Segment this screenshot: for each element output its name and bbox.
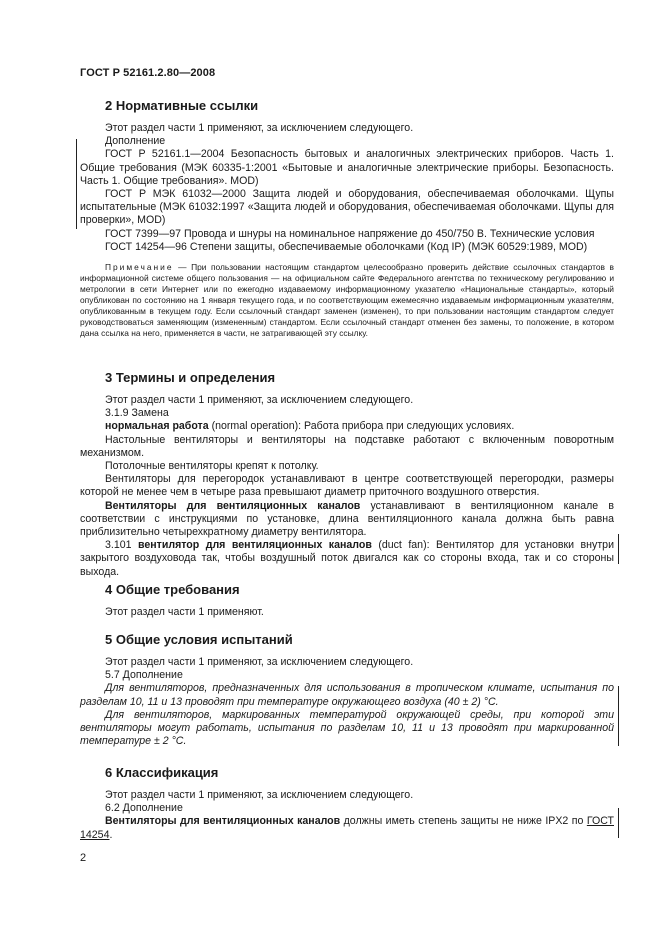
note <box>80 262 614 339</box>
paragraph: 3.1.9 Замена <box>105 407 169 420</box>
paragraph: Настольные вентиляторы и вентиляторы на подставке работают с включенным поворотным механизмом. <box>80 433 614 459</box>
section-general-requirements <box>80 582 614 619</box>
paragraph <box>80 539 614 579</box>
paragraph: 5.7 Дополнение <box>105 669 183 682</box>
note-text: — При пользовании настоящим стандартом целесообразно проверить действие ссылочных стандартов в информационной системе общего пользования — на официальном сайте Федерального агентства по техническому регулированию и метрологии в сети Интернет или по ежегодно издаваемому информационному указателю «Национальные стандарты», который опубликован по состоянию на 1 января текущего года, и по соответствующим ежемесячно издаваемым информационным указателям, опубликованным в текущем году. Если ссылочный стандарт заменен (изменен), то при пользовании настоящим стандартом следует руководствоваться заменяющим (измененным) стандартом. Если ссылочный стандарт отменен без замены, то положение, в котором дана ссылка на него, применяется в части, не затрагивающей эту ссылку. <box>80 262 614 339</box>
paragraph: Этот раздел части 1 применяют, за исключением следующего. <box>105 394 414 406</box>
section-normative-references <box>80 98 614 339</box>
clause-number: 3.101 <box>105 539 138 552</box>
paragraph <box>80 815 614 841</box>
paragraph: Этот раздел части 1 применяют. <box>105 606 264 618</box>
standard-reference-link[interactable]: ГОСТ 14254 <box>80 815 614 841</box>
section-title: 4 Общие требования <box>105 582 240 597</box>
term: вентилятор для вентиляционных каналов <box>137 539 372 552</box>
paragraph-text: должны иметь степень защиты не ниже IPX2 по <box>340 815 587 828</box>
paragraph: Для вентиляторов, маркированных температурой окружающей среды, при которой эти вентиляторы могут работать, испытания по разделам 10, 11 и 13 проводят при маркированной температуре ± 2 °С. <box>80 708 614 748</box>
paragraph: Для вентиляторов, предназначенных для использования в тропическом климате, испытания по разделам 10, 11 и 13 проводят при температуре окружающего воздуха (40 ± 2) °С. <box>80 682 614 708</box>
section-test-conditions <box>80 632 614 748</box>
paragraph <box>80 500 614 540</box>
change-bar-left <box>76 139 77 229</box>
change-bar-right <box>618 686 619 746</box>
reference-entry: ГОСТ 14254—96 Степени защиты, обеспечиваемые оболочками (Код IP) (МЭК 60529:1989, MOD) <box>105 240 588 253</box>
term-text: устанавливают в вентиляционном канале в соответствии с инструкциями по установке, длина вентиляционного канала должна быть равна приблизительно четырехкратному диаметру вентилятора. <box>80 499 614 539</box>
paragraph: Вентиляторы для перегородок устанавливают в центре соответствующей перегородки, размеры которой не менее чем в четыре раза превышают диаметр приточного воздушного отверстия. <box>80 473 614 499</box>
paragraph: Этот раздел части 1 применяют, за исключением следующего. <box>105 122 414 134</box>
note-label: Примечание <box>105 262 174 273</box>
section-terms-definitions <box>80 370 614 579</box>
term: Вентиляторы для вентиляционных каналов <box>105 815 341 828</box>
section-classification <box>80 765 614 842</box>
paragraph: Потолочные вентиляторы крепят к потолку. <box>105 460 319 473</box>
section-title: 3 Термины и определения <box>105 370 276 385</box>
page-number: 2 <box>80 852 87 864</box>
paragraph: Этот раздел части 1 применяют, за исключением следующего. <box>105 656 414 668</box>
reference-entry: ГОСТ Р МЭК 61032—2000 Защита людей и оборудования, обеспечиваемая оболочками. Щупы испытательные (МЭК 61032:1997 «Защита людей и оборудования, обеспечиваемая оболочками. Щупы для проверки», MOD) <box>80 188 614 227</box>
paragraph-end: . <box>109 828 113 841</box>
paragraph: Этот раздел части 1 применяют, за исключением следующего. <box>105 789 414 801</box>
section-title: 2 Нормативные ссылки <box>105 98 259 113</box>
paragraph: 6.2 Дополнение <box>105 802 183 815</box>
section-title: 5 Общие условия испытаний <box>105 632 293 647</box>
section-title: 6 Классификация <box>105 765 219 780</box>
term: Вентиляторы для вентиляционных каналов <box>105 499 361 512</box>
change-bar-right <box>618 534 619 564</box>
reference-entry: ГОСТ 7399—97 Провода и шнуры на номинальное напряжение до 450/750 В. Технические условия <box>105 227 595 240</box>
term: нормальная работа <box>105 420 209 433</box>
paragraph: Дополнение <box>105 135 166 148</box>
document-header: ГОСТ Р 52161.2.80—2008 <box>80 67 216 79</box>
paragraph <box>80 420 614 433</box>
reference-entry: ГОСТ Р 52161.1—2004 Безопасность бытовых и аналогичных электрических приборов. Часть 1. Общие требования (МЭК 60335-1:2001 «Бытовые и аналогичные электрические приборы. Безопасность. Часть 1. Общие требования». MOD) <box>80 148 614 187</box>
term-definition: (normal operation): Работа прибора при следующих условиях. <box>208 420 515 433</box>
change-bar-right <box>618 808 619 838</box>
term-definition: (duct fan): Вентилятор для установки внутри закрытого воздуховода так, чтобы воздушный поток двигался как со стороны входа, так и со стороны выхода. <box>80 539 614 578</box>
